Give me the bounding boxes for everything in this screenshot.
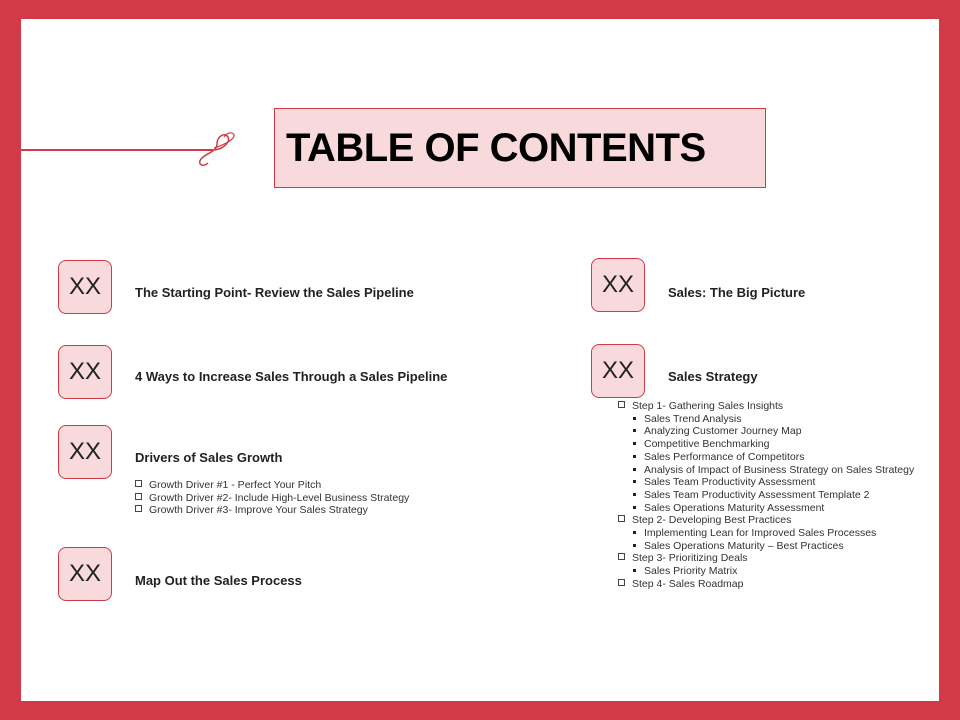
square-bullet-icon bbox=[135, 493, 142, 500]
list-item-label: Growth Driver #1 - Perfect Your Pitch bbox=[149, 479, 322, 491]
bullet-icon bbox=[633, 493, 636, 496]
section-number-badge: XX bbox=[58, 547, 112, 601]
square-bullet-icon bbox=[135, 505, 142, 512]
square-bullet-icon bbox=[618, 553, 625, 560]
bullet-icon bbox=[633, 506, 636, 509]
square-bullet-icon bbox=[618, 401, 625, 408]
section-number-badge: XX bbox=[591, 258, 645, 312]
bullet-icon bbox=[633, 455, 636, 458]
list-item bbox=[135, 504, 409, 517]
list-item-label: Analyzing Customer Journey Map bbox=[644, 425, 802, 438]
list-item-label: Competitive Benchmarking bbox=[644, 438, 770, 451]
list-item bbox=[618, 451, 914, 464]
list-item bbox=[618, 476, 914, 489]
bullet-icon bbox=[633, 480, 636, 483]
subsection-list bbox=[618, 400, 914, 591]
square-bullet-icon bbox=[618, 579, 625, 586]
list-item bbox=[135, 492, 409, 505]
list-item bbox=[618, 464, 914, 477]
list-item-label: Growth Driver #3- Improve Your Sales Strategy bbox=[149, 504, 368, 517]
list-item-label: Sales Team Productivity Assessment Template 2 bbox=[644, 488, 870, 501]
bullet-icon bbox=[633, 544, 636, 547]
list-item-label: Sales Operations Maturity – Best Practices bbox=[644, 539, 844, 552]
list-item-label: Step 3- Prioritizing Deals bbox=[632, 552, 748, 565]
section-number-badge: XX bbox=[58, 345, 112, 399]
section-number-badge: XX bbox=[58, 260, 112, 314]
subsection-list bbox=[135, 479, 409, 517]
section-title: 4 Ways to Increase Sales Through a Sales Pipeline bbox=[135, 369, 448, 384]
bullet-icon bbox=[633, 569, 636, 572]
bullet-icon bbox=[633, 468, 636, 471]
list-item-label: Implementing Lean for Improved Sales Processes bbox=[644, 527, 877, 540]
section-number-badge: XX bbox=[58, 425, 112, 479]
list-item-label: Analysis of Impact of Business Strategy on Sales Strategy bbox=[644, 463, 915, 476]
section-title: Sales Strategy bbox=[668, 369, 758, 384]
section-title: Map Out the Sales Process bbox=[135, 573, 302, 588]
square-bullet-icon bbox=[135, 480, 142, 487]
list-item bbox=[618, 489, 914, 502]
list-item bbox=[618, 540, 914, 553]
bullet-icon bbox=[633, 531, 636, 534]
list-item bbox=[618, 527, 914, 540]
list-item bbox=[618, 514, 914, 527]
title-box bbox=[274, 108, 766, 188]
list-item-label: Sales Trend Analysis bbox=[644, 412, 742, 425]
list-item-label: Sales Team Productivity Assessment bbox=[644, 476, 816, 489]
list-item bbox=[618, 400, 914, 413]
bullet-icon bbox=[633, 429, 636, 432]
list-item bbox=[618, 425, 914, 438]
list-item bbox=[618, 565, 914, 578]
slide bbox=[21, 19, 939, 701]
list-item bbox=[618, 502, 914, 515]
page-title: TABLE OF CONTENTS bbox=[286, 126, 706, 170]
list-item-label: Step 2- Developing Best Practices bbox=[632, 514, 792, 527]
list-item-label: Step 4- Sales Roadmap bbox=[632, 577, 744, 590]
list-item bbox=[618, 552, 914, 565]
square-bullet-icon bbox=[618, 515, 625, 522]
swirl-line-decoration bbox=[21, 131, 241, 171]
list-item bbox=[618, 578, 914, 591]
list-item-label: Sales Performance of Competitors bbox=[644, 450, 805, 463]
list-item-label: Sales Priority Matrix bbox=[644, 565, 738, 578]
list-item bbox=[618, 438, 914, 451]
bullet-icon bbox=[633, 442, 636, 445]
bullet-icon bbox=[633, 417, 636, 420]
list-item bbox=[135, 479, 409, 492]
section-number-badge: XX bbox=[591, 344, 645, 398]
section-title: The Starting Point- Review the Sales Pipeline bbox=[135, 285, 414, 300]
list-item-label: Sales Operations Maturity Assessment bbox=[644, 501, 825, 514]
list-item bbox=[618, 413, 914, 426]
section-title: Drivers of Sales Growth bbox=[135, 450, 283, 465]
list-item-label: Growth Driver #2- Include High-Level Business Strategy bbox=[149, 491, 410, 504]
list-item-label: Step 1- Gathering Sales Insights bbox=[632, 400, 784, 412]
section-title: Sales: The Big Picture bbox=[668, 285, 806, 300]
